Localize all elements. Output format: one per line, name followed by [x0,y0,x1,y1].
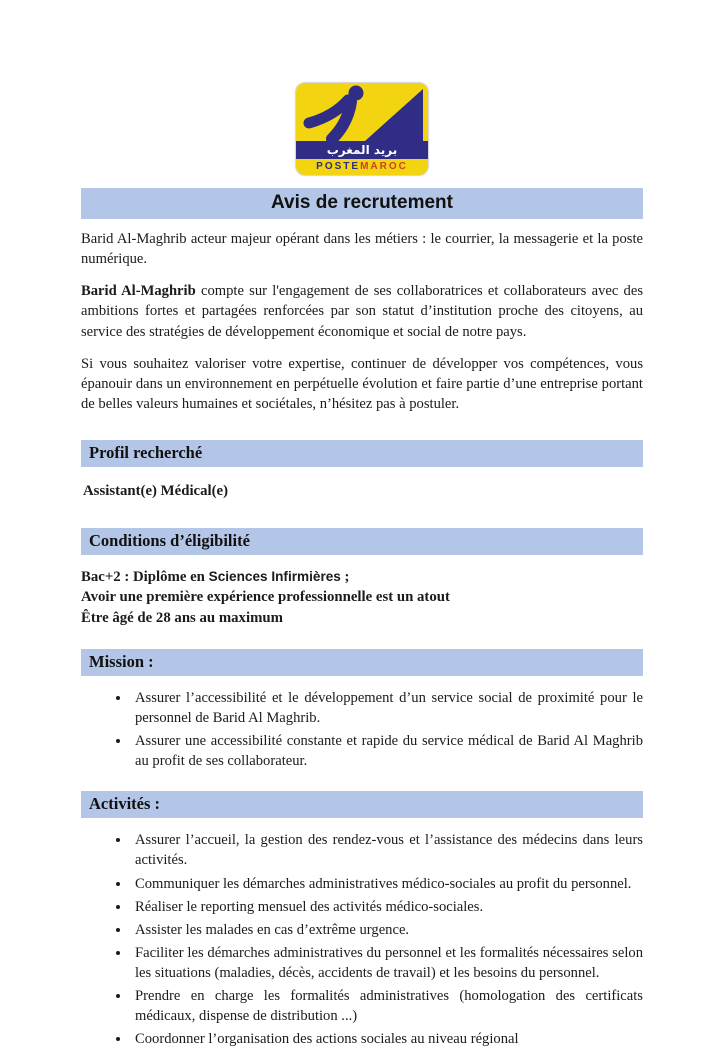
intro-paragraph-1: Barid Al-Maghrib acteur majeur opérant dans les métiers : le courrier, la messagerie et la poste numérique. [81,231,643,268]
condition-line-3: Être âgé de 28 ans au maximum [81,610,283,627]
condition-line-2: Avoir une première expérience professionnelle est un atout [81,589,450,606]
page-title: Avis de recrutement [81,188,643,219]
condition-line-1-tail: ; [340,568,350,585]
logo-latin-wordmark [296,159,428,175]
activites-bullet: • Réaliser le reporting mensuel des activités médico-sociales. [131,897,643,917]
section-heading-activites: Activités : [81,791,643,818]
mission-bullet-list [81,688,643,772]
logo-maroc-text: MAROC [360,161,408,172]
logo-arabic-wordmark: بريد المغرب [296,141,428,159]
condition-line-1-prefix: Bac+2 : Diplôme en [81,568,209,585]
section-heading-profil: Profil recherché [81,440,643,467]
mission-bullet: • Assurer l’accessibilité et le développement d’un service social de proximité pour le personnel de Barid Al Maghrib. [131,688,643,728]
poste-maroc-logo [295,82,429,176]
activites-bullet: • Prendre en charge les formalités administratives (homologation des certificats médicaux, dispense de distribution ...) [131,986,643,1026]
intro-paragraph-2-bold: Barid Al-Maghrib [81,283,196,300]
intro-paragraph-3: Si vous souhaitez valoriser votre expertise, continuer de développer vos compétences, vous épanouir dans un environnement en perpétuelle évolution et faire partie d’une entreprise portant de belles valeurs humaines et sociétales, n’hésitez pas à postuler. [81,355,643,412]
section-heading-mission: Mission : [81,649,643,676]
condition-line-1 [81,567,643,588]
activites-bullet: • Faciliter les démarches administratives du personnel et les formalités nécessaires selon les situations (maladies, décès, accidents de travail) et les besoins du personnel. [131,943,643,983]
activites-bullet-list [81,830,643,1049]
intro-paragraph-2-rest: compte sur l'engagement de ses collaboratrices et collaborateurs avec des ambitions fortes et partagées renforcées par son statut d’institution proche des citoyens, au service des stratégies de développement économique et social de notre pays. [81,283,644,340]
conditions-list [81,567,643,629]
logo-person-icon [296,83,428,141]
activites-bullet: • Communiquer les démarches administratives médico-sociales au profit du personnel. [131,874,643,894]
document-page [81,0,643,1050]
condition-line-1-specialty: Sciences Infirmières [208,568,341,584]
logo-poste-text: POSTE [316,161,361,172]
section-heading-conditions: Conditions d’éligibilité [81,528,643,555]
activites-bullet: • Assister les malades en cas d’extrême urgence. [131,920,643,940]
activites-bullet: • Coordonner l’organisation des actions sociales au niveau régional [131,1029,643,1049]
activites-bullet: • Assurer l’accueil, la gestion des rendez-vous et l’assistance des médecins dans leurs activités. [131,830,643,870]
logo-figure-panel [296,83,428,141]
profil-value: Assistant(e) Médical(e) [83,483,229,499]
intro-paragraph-2 [81,281,643,341]
mission-bullet: • Assurer une accessibilité constante et rapide du service médical de Barid Al Maghrib au profit de ses collaborateur. [131,731,643,771]
